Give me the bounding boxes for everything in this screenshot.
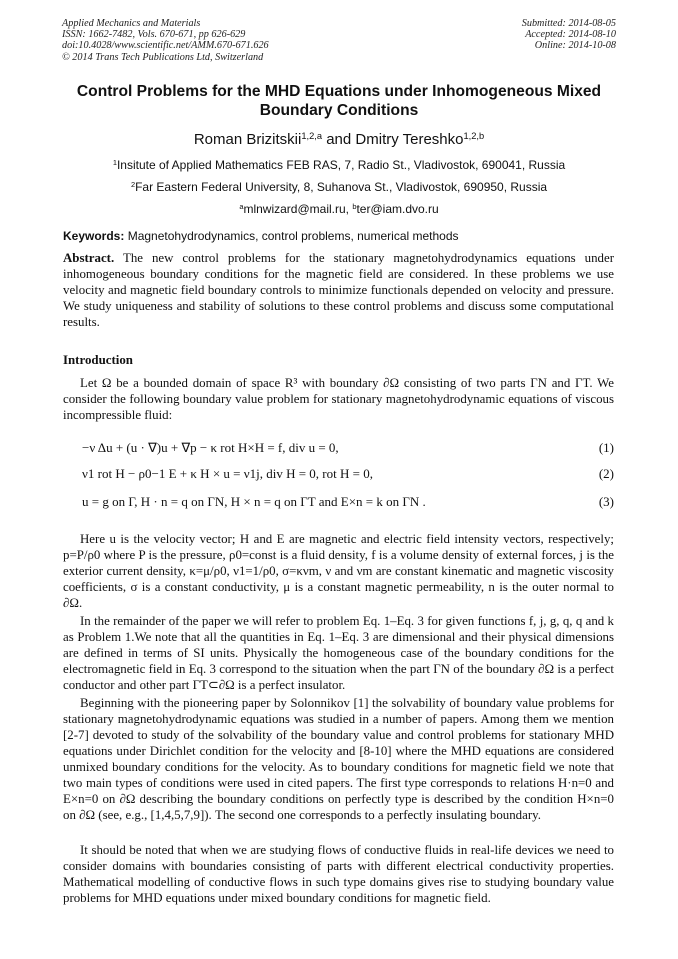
section-heading-introduction: Introduction bbox=[63, 353, 133, 367]
affiliation-2-text: Far Eastern Federal University, 8, Suhanova St., Vladivostok, 690950, Russia bbox=[135, 180, 548, 194]
journal-copyright: © 2014 Trans Tech Publications Ltd, Switzerland bbox=[62, 51, 264, 63]
journal-doi: doi:10.4028/www.scientific.net/AMM.670-671.626 bbox=[62, 40, 269, 52]
abstract bbox=[63, 250, 614, 330]
intro-paragraph-5: It should be noted that when we are studying flows of conductive fluids in real-life devices we need to consider domains with boundaries consisting of parts with different electrical conductivity properties. Mathematical modelling of conductive flows in such type domains gives rise to studying boundary value problems for MHD equations under mixed boundary conditions for magnetic field. bbox=[63, 843, 614, 905]
email-a[interactable]: mlnwizard@mail.ru, bbox=[243, 202, 353, 216]
journal-info bbox=[62, 18, 269, 63]
author-2: Dmitry Tereshko bbox=[355, 131, 464, 148]
author-emails bbox=[40, 202, 638, 216]
intro-paragraph-4: Beginning with the pioneering paper by Solonnikov [1] the solvability of boundary value problems for stationary magnetohydrodynamic equations was studied in a number of papers. Among them we mention [2-7] devoted to study of the solvability of the boundary value and control problems for stationary MHD equations under Dirichlet condition for the velocity and [8-10] where the MHD equations are considered unmixed boundary conditions for the velocity. As to boundary conditions for magnetic field we note that two main types of conditions were used in cited papers. The first type corresponds to relations H·n=0 and E×n=0 on ∂Ω describing the boundary conditions on perfectly type is described by the condition H×n=0 on ∂Ω (see, e.g., [1,4,5,7,9]). The second one corresponds to a perfectly insulating boundary. bbox=[63, 696, 614, 822]
keywords-text: Magnetohydrodynamics, control problems, numerical methods bbox=[124, 229, 459, 243]
author-1-affil: 1,2,a bbox=[301, 130, 323, 141]
keywords bbox=[63, 229, 623, 243]
email-a-mark: a bbox=[239, 201, 244, 211]
affiliation-1 bbox=[40, 158, 638, 172]
journal-issn: ISSN: 1662-7482, Vols. 670-671, pp 626-629 bbox=[62, 29, 246, 41]
submitted-date: Submitted: 2014-08-05 bbox=[521, 18, 616, 29]
submission-dates bbox=[522, 18, 616, 52]
email-b[interactable]: ter@iam.dvo.ru bbox=[356, 202, 439, 216]
online-date: Online: 2014-10-08 bbox=[534, 40, 616, 52]
accepted-date: Accepted: 2014-08-10 bbox=[525, 29, 616, 41]
journal-name: Applied Mechanics and Materials bbox=[62, 18, 201, 29]
intro-paragraph-1: Let Ω be a bounded domain of space R³ with boundary ∂Ω consisting of two parts ΓN and ΓT. We consider the following boundary value problem for stationary magnetohydrodynamic equations of viscous incompressible fluid: bbox=[63, 376, 614, 422]
author-2-affil: 1,2,b bbox=[463, 130, 485, 141]
author-line bbox=[40, 131, 638, 149]
email-b-mark: b bbox=[352, 201, 357, 211]
equation-1-body: −ν Δu + (u · ∇)u + ∇p − κ rot H×H = f, div u = 0, bbox=[82, 440, 339, 455]
paper-title: Control Problems for the MHD Equations under Inhomogeneous Mixed Boundary Conditions bbox=[76, 83, 602, 119]
equation-3-body: u = g on Γ, H · n = q on ΓN, H × n = q on ΓT and E×n = k on ΓN . bbox=[82, 494, 426, 509]
affiliation-2-mark: 2 bbox=[130, 179, 136, 189]
abstract-label: Abstract. bbox=[63, 251, 115, 265]
equation-2-number: (2) bbox=[598, 466, 614, 481]
affiliation-1-mark: 1 bbox=[112, 157, 117, 167]
intro-paragraph-2: Here u is the velocity vector; H and E are magnetic and electric field intensity vectors, respectively; p=P/ρ0 where P is the pressure, ρ0=const is a fluid density, f is a volume density of external forces, j is the exterior current density, κ=μ/ρ0, ν1=1/ρ0, σ=κνm, ν and νm are constant kinematic and magnetic viscosity coefficients, σ is a constant conductivity, μ is a constant magnetic permeability, n is the outer normal to ∂Ω. bbox=[63, 532, 614, 610]
affiliation-1-text: Insitute of Applied Mathematics FEB RAS, 7, Radio St., Vladivostok, 690041, Russia bbox=[116, 158, 566, 172]
equation-1-number: (1) bbox=[598, 440, 614, 455]
author-1: Roman Brizitskii bbox=[193, 131, 302, 148]
intro-paragraph-3: In the remainder of the paper we will refer to problem Eq. 1–Eq. 3 for given functions f, j, g, q, q and k as Problem 1.We note that all the quantities in Eq. 1–Eq. 3 are dimensional and their physical dimensions are defined in terms of SI units. Physically the homogeneous case of the boundary conditions for the electromagnetic field in Eq. 3 correspond to the situation when the part ΓN of the boundary ∂Ω is a perfect conductor and other part ΓT⊂∂Ω is a perfect insulator. bbox=[63, 614, 614, 692]
affiliation-2 bbox=[40, 180, 638, 194]
equation-2-body: ν1 rot H − ρ0−1 E + κ H × u = ν1j, div H = 0, rot H = 0, bbox=[82, 466, 373, 481]
abstract-text: The new control problems for the stationary magnetohydrodynamics equations under inhomogeneous boundary conditions for the magnetic field are considered. In these problems we use velocity and magnetic field boundary controls to minimize functionals depended on velocity and pressure. We study uniqueness and stability of solutions to these control problems and discuss some computational results. bbox=[63, 251, 614, 329]
keywords-label: Keywords: bbox=[63, 229, 125, 243]
equation-3-number: (3) bbox=[598, 494, 614, 509]
author-and: and bbox=[322, 131, 356, 148]
